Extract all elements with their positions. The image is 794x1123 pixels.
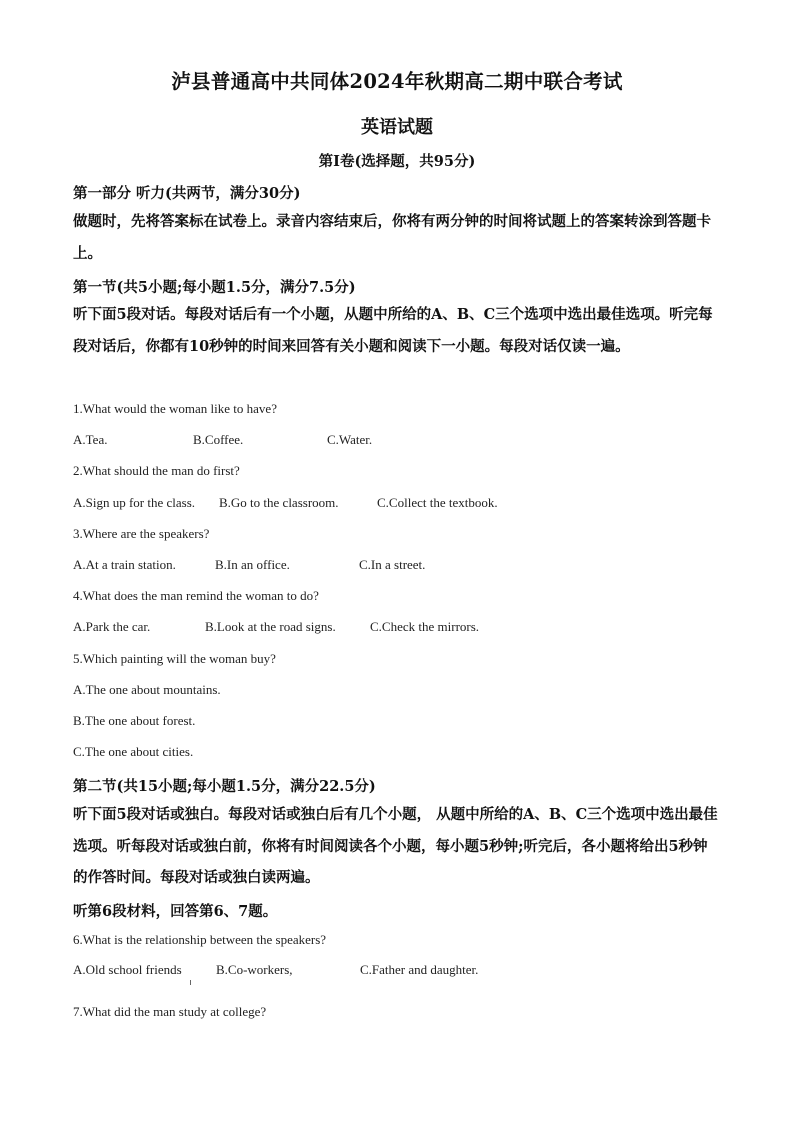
question-4-stem: 4.What does the man remind the woman to do? bbox=[73, 588, 319, 603]
question-2-option-a: A.Sign up for the class. bbox=[73, 495, 196, 510]
question-5-option-a: A.The one about mountains. bbox=[73, 682, 221, 697]
question-3-option-a: A.At a train station. bbox=[73, 557, 176, 572]
volume-heading: 第I卷(选择题，共95分) bbox=[318, 153, 476, 170]
question-2-stem: 2.What should the man do first? bbox=[73, 463, 240, 478]
question-5-option-c: C.The one about cities. bbox=[73, 744, 194, 759]
question-3-option-b: B.In an office. bbox=[215, 557, 290, 572]
part1-heading: 第一部分 听力(共两节，满分30分) bbox=[73, 185, 301, 202]
material-6-heading: 听第6段材料，回答第6、7题。 bbox=[73, 903, 278, 920]
section2-heading: 第二节(共15小题;每小题1.5分，满分22.5分) bbox=[73, 778, 376, 795]
question-6-option-b: B.Co-workers, bbox=[216, 962, 293, 977]
section1-heading: 第一节(共5小题;每小题1.5分，满分7.5分) bbox=[73, 279, 356, 296]
question-1-option-b: B.Coffee. bbox=[193, 432, 244, 447]
question-2-option-c: C.Collect the textbook. bbox=[377, 495, 498, 510]
question-3-option-c: C.In a street. bbox=[359, 557, 426, 572]
part1-instructions: 做题时，先将答案标在试卷上。录音内容结束后，你将有两分钟的时间将试题上的答案转涂到答题卡上。 bbox=[73, 213, 711, 262]
question-6-option-c: C.Father and daughter. bbox=[360, 962, 479, 977]
question-1-option-c: C.Water. bbox=[327, 432, 373, 447]
section1-instructions: 听下面5段对话。每段对话后有一个小题，从题中所给的A、B、C三个选项中选出最佳选项。听完每段对话后，你都有10秒钟的时间来回答有关小题和阅读下一小题。每段对话仅读一遍。 bbox=[73, 306, 713, 355]
question-5-stem: 5.Which painting will the woman buy? bbox=[73, 651, 276, 666]
question-6-option-a: A.Old school friends bbox=[73, 962, 182, 977]
stray-mark bbox=[190, 980, 191, 985]
question-4-option-a: A.Park the car. bbox=[73, 619, 151, 634]
question-7-stem: 7.What did the man study at college? bbox=[73, 1004, 267, 1019]
exam-title: 泸县普通高中共同体2024年秋期高二期中联合考试 bbox=[171, 70, 623, 93]
section2-instructions: 听下面5段对话或独白。每段对话或独白后有几个小题， 从题中所给的A、B、C三个选项中选出最佳选项。听每段对话或独白前，你将有时间阅读各个小题，每小题5秒钟;听完后，各小题将给出5秒钟的作答时间。每段对话或独白读两遍。 bbox=[73, 806, 718, 886]
question-4-option-b: B.Look at the road signs. bbox=[205, 619, 336, 634]
question-1-option-a: A.Tea. bbox=[73, 432, 108, 447]
question-1-stem: 1.What would the woman like to have? bbox=[73, 401, 277, 416]
question-2-option-b: B.Go to the classroom. bbox=[219, 495, 339, 510]
exam-subtitle: 英语试题 bbox=[361, 117, 433, 138]
question-5-option-b: B.The one about forest. bbox=[73, 713, 196, 728]
question-3-stem: 3.Where are the speakers? bbox=[73, 526, 210, 541]
question-6-stem: 6.What is the relationship between the speakers? bbox=[73, 932, 327, 947]
question-4-option-c: C.Check the mirrors. bbox=[370, 619, 480, 634]
